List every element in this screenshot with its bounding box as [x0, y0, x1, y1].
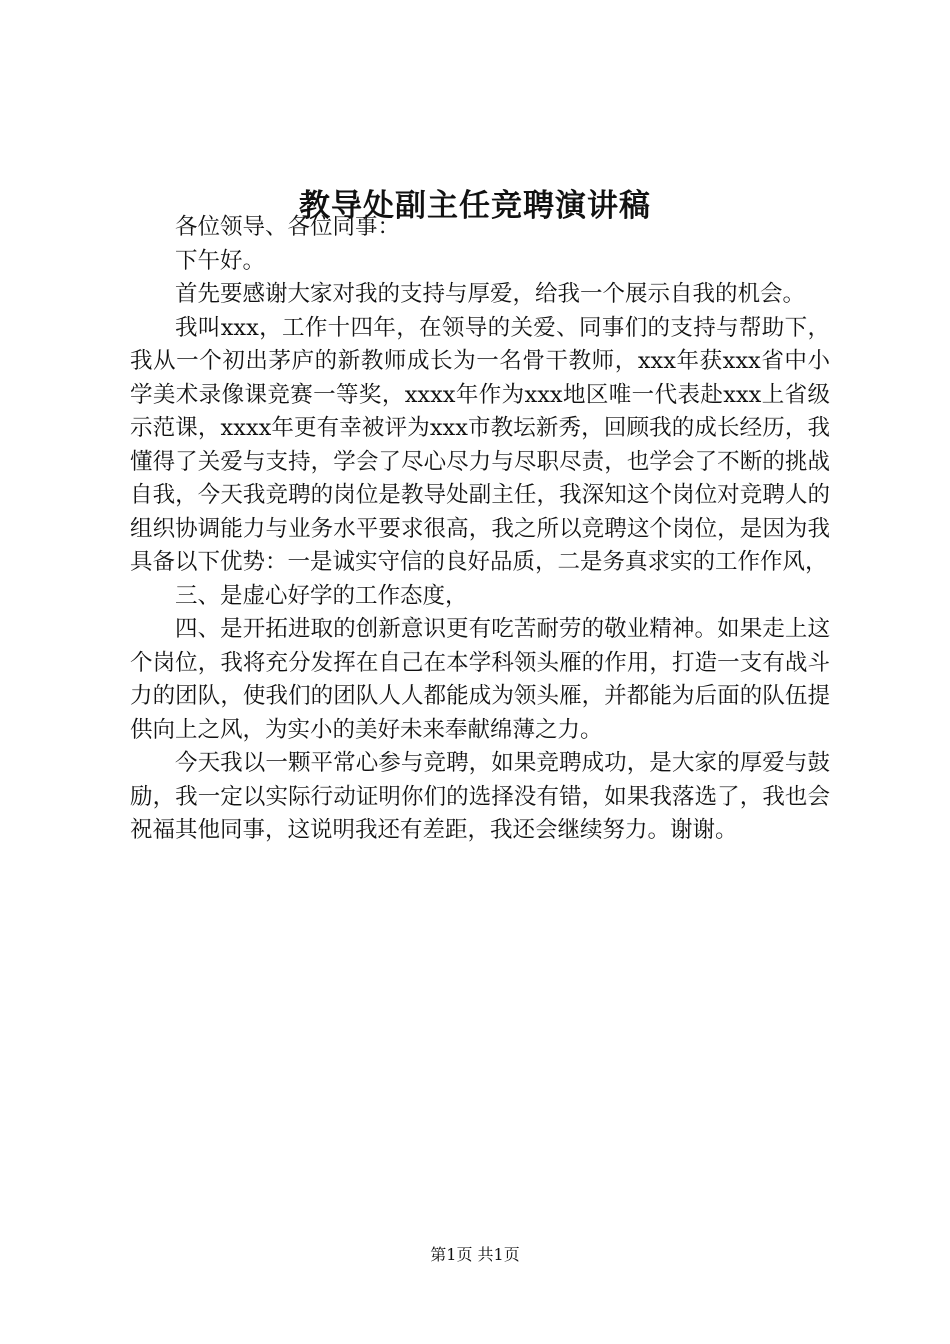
- paragraph-greeting: 各位领导、各位同事：: [175, 214, 401, 240]
- paragraph-thanks: 首先要感谢大家对我的支持与厚爱，给我一个展示自我的机会。: [175, 281, 806, 307]
- page-footer: 第1页 共1页: [430, 1245, 520, 1264]
- document-body: [130, 211, 830, 848]
- paragraph-afternoon: 下午好。: [175, 247, 266, 274]
- paragraph-point-three: 三、是虚心好学的工作态度，: [175, 582, 468, 609]
- paragraph-point-four: 四、是开拓进取的创新意识更有吃苦耐劳的敬业精神。如果走上这个岗位，我将充分发挥在自己在本学科领头雁的作用，打造一支有战斗力的团队，使我们的团队人人都能成为领头雁，并都能为后面的队伍提供向上之风，为实小的美好未来奉献绵薄之力。: [130, 616, 830, 743]
- paragraph-closing: 今天我以一颗平常心参与竞聘，如果竞聘成功，是大家的厚爱与鼓励，我一定以实际行动证明你们的选择没有错，如果我落选了，我也会祝福其他同事，这说明我还有差距，我还会继续努力。谢谢。: [130, 750, 830, 843]
- document-title: 教导处副主任竞聘演讲稿: [299, 188, 651, 224]
- paragraph-introduction: 我叫xxx，工作十四年，在领导的关爱、同事们的支持与帮助下，我从一个初出茅庐的新教师成长为一名骨干教师，xxx年获xxx省中小学美术录像课竞赛一等奖，xxxx年作为xxx地区唯一代表赴xxx上省级示范课，xxxx年更有幸被评为xxx市教坛新秀，回顾我的成长经历，我懂得了关爱与支持，学会了尽心尽力与尽职尽责，也学会了不断的挑战自我，今天我竞聘的岗位是教导处副主任，我深知这个岗位对竞聘人的组织协调能力与业务水平要求很高，我之所以竞聘这个岗位，是因为我具备以下优势：一是诚实守信的良好品质，二是务真求实的工作作风，: [130, 314, 830, 575]
